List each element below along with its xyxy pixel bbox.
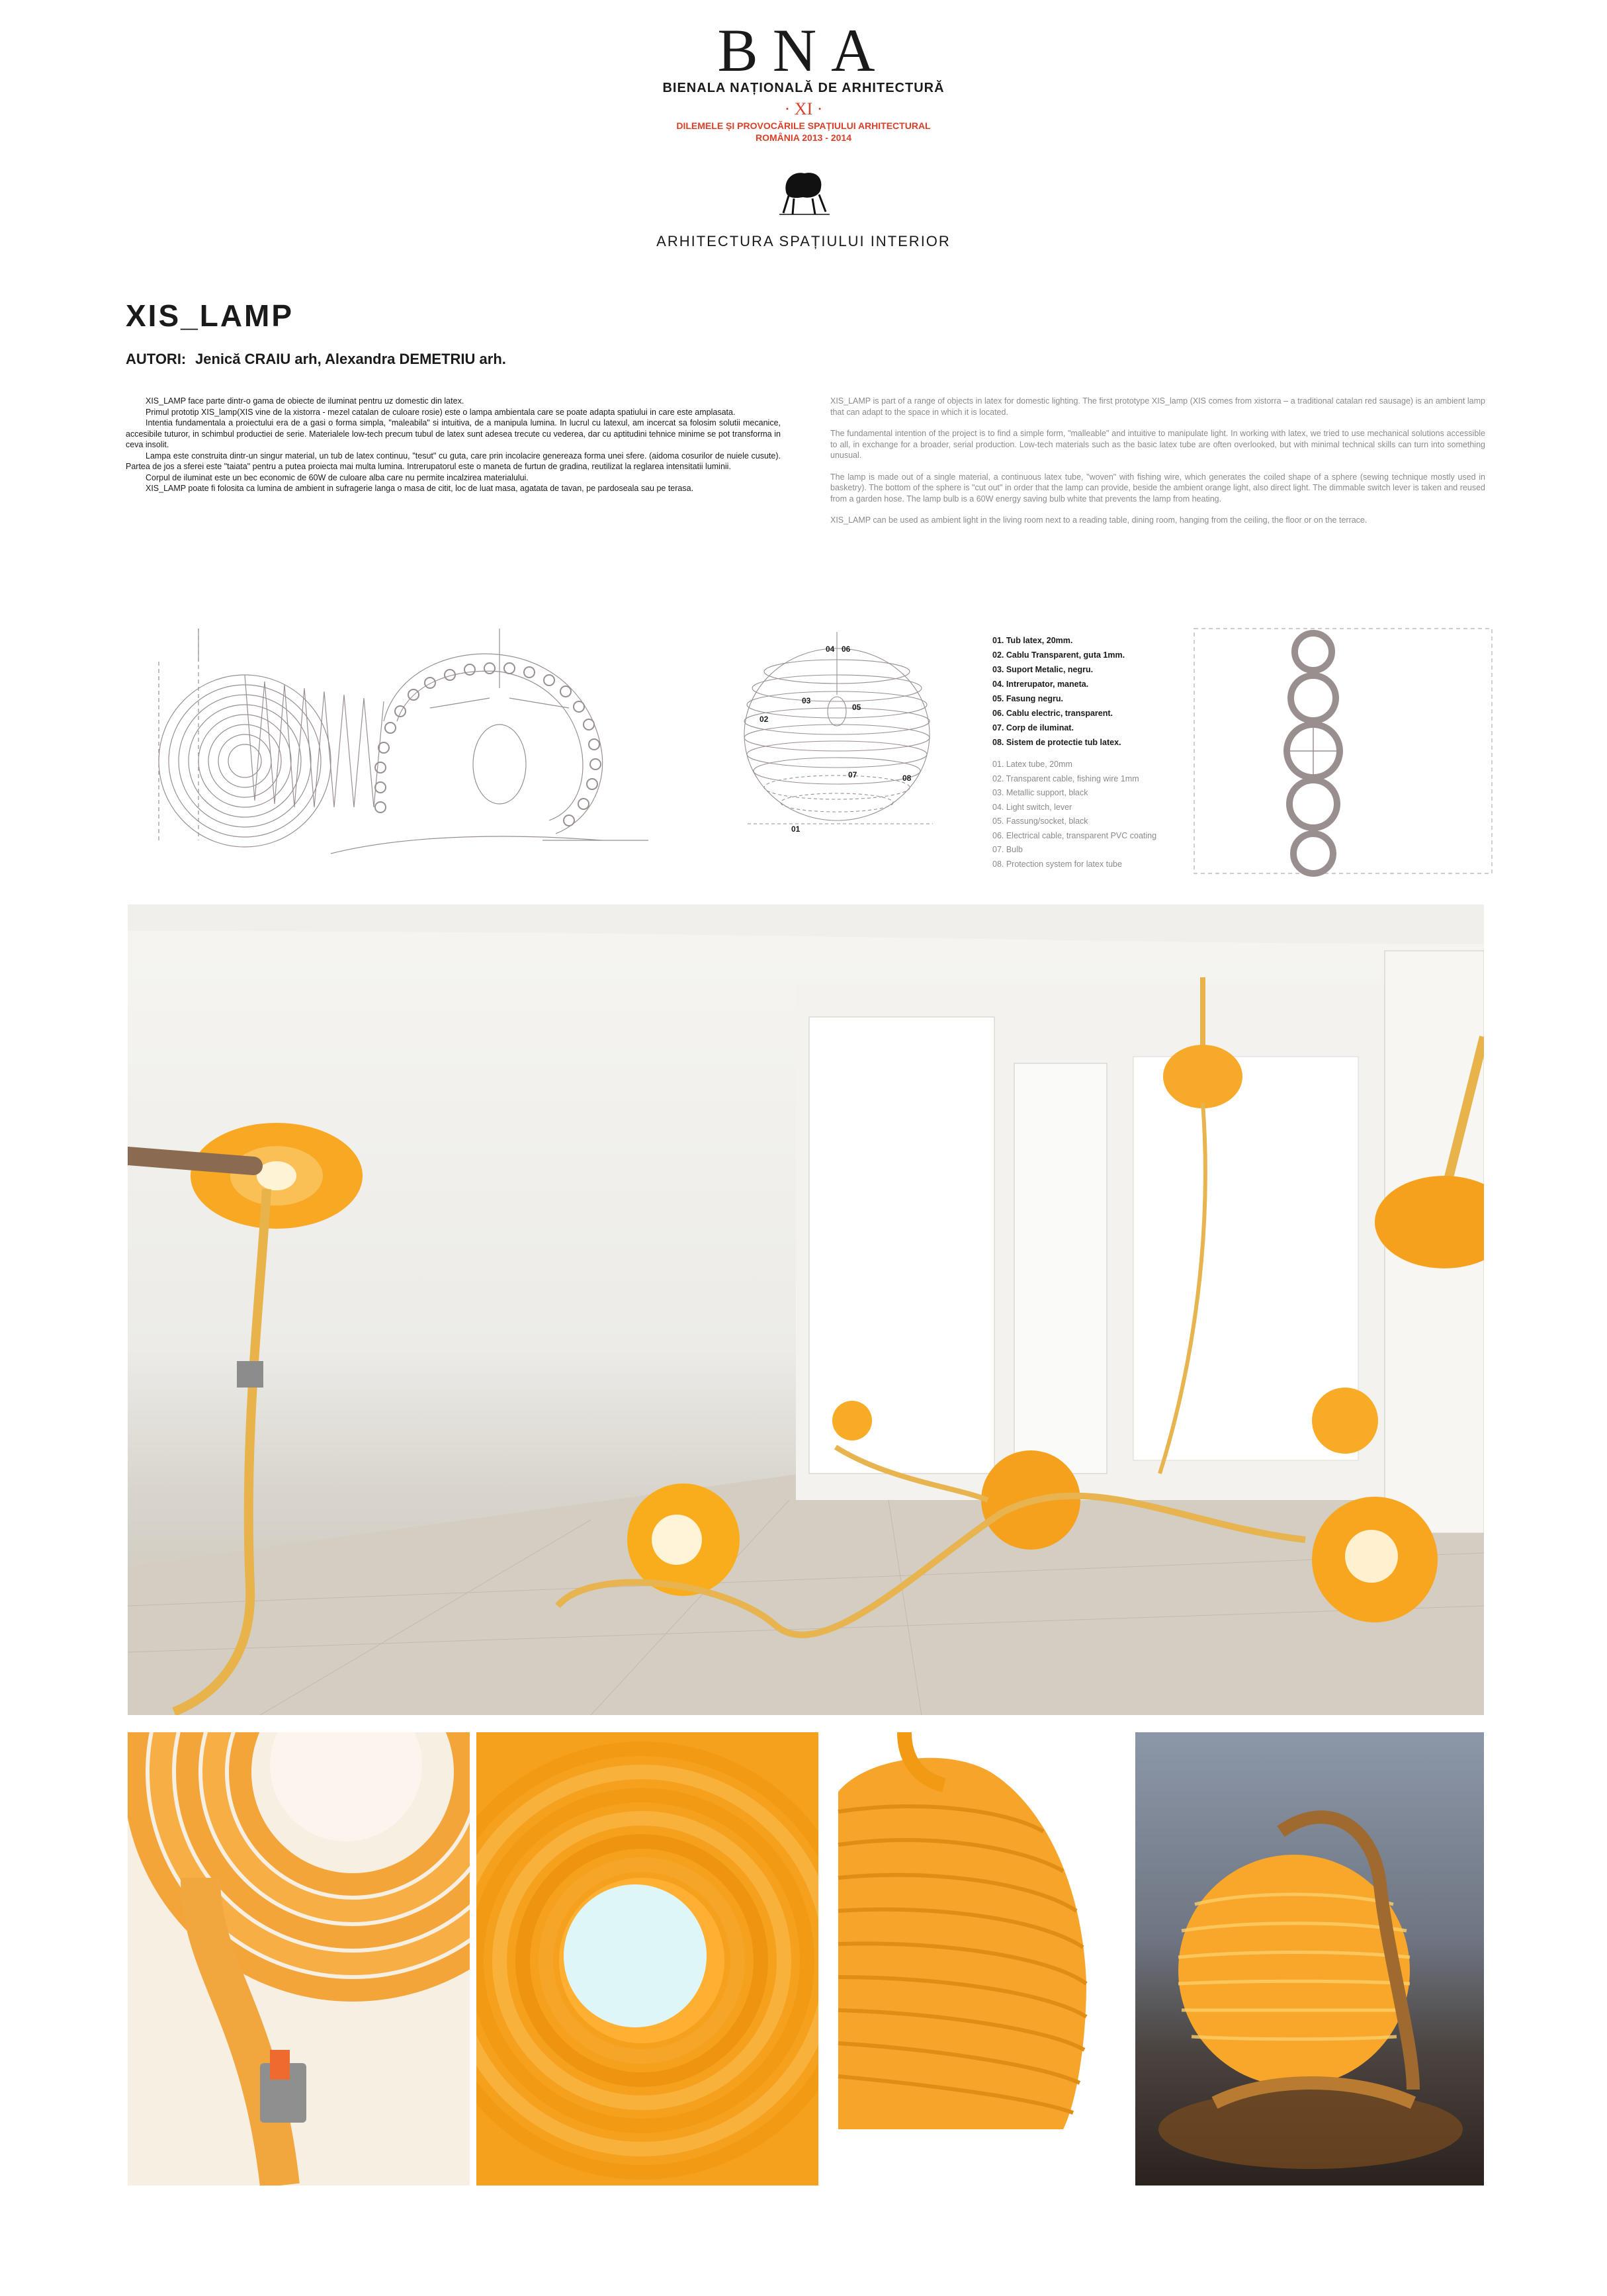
description-english <box>830 396 1485 537</box>
legend-romanian <box>992 633 1125 750</box>
paragraph-en: The lamp is made out of a single material, a continuous latex tube, "woven" with fishing wire, which generates the coiled shape of a sphere (sewing technique mostly used in basketry). The bottom of the sphere is "cut out" in order that the lamp can provide, beside the ambient orange light, also direct light. The dimmable switch lever is taken and reused from a garden hose. The lamp bulb is a 60W energy saving bulb white that prevents the lamp from heating. <box>830 472 1485 504</box>
legend-item: 07. Corp de iluminat. <box>992 723 1074 732</box>
bulb-switch-illustration <box>128 1732 470 2186</box>
legend-english <box>992 758 1156 871</box>
legend-item: 08. Sistem de protectie tub latex. <box>992 738 1121 747</box>
room-scene-illustration <box>128 905 1484 1715</box>
paragraph-ro: XIS_LAMP face parte dintr-o gama de obiecte de iluminat pentru uz domestic din latex. <box>146 396 464 406</box>
callout-08: 08 <box>902 773 912 783</box>
legend-item: 02. Transparent cable, fishing wire 1mm <box>992 773 1139 783</box>
detail-photo-coil-top <box>476 1732 818 2186</box>
legend-item: 05. Fassung/socket, black <box>992 817 1088 826</box>
coil-assembly-drawing <box>146 622 648 860</box>
biennale-years: ROMÂNIA 2013 - 2014 <box>756 132 851 143</box>
paragraph-ro: Primul prototip XIS_lamp(XIS vine de la xistorra - mezel catalan de culoare rosie) este o lampa ambientala care se poate adapta spatiului in care este amplasata. <box>146 407 736 417</box>
coil-top-illustration <box>476 1732 818 2186</box>
callout-07: 07 <box>848 770 857 779</box>
callout-06: 06 <box>842 644 851 654</box>
project-title: XIS_LAMP <box>126 298 294 333</box>
exploded-sphere-drawing <box>734 632 939 837</box>
legend-item: 04. Intrerupator, maneta. <box>992 680 1089 689</box>
authors-names: Jenică CRAIU arh, Alexandra DEMETRIU arh. <box>195 351 506 367</box>
edition-number: · XI · <box>784 99 823 118</box>
paragraph-en: XIS_LAMP is part of a range of objects in latex for domestic lighting. The first prototype XIS_lamp (XIS comes from xistorra – a traditional catalan red sausage) is an ambient lamp that can adapt to the space in which it is located. <box>830 396 1485 417</box>
detail-photo-lamp-night <box>1135 1732 1484 2186</box>
legend-item: 01. Latex tube, 20mm <box>992 760 1072 769</box>
detail-photo-lamp-side <box>825 1732 1129 2186</box>
legend-item: 03. Metallic support, black <box>992 788 1088 797</box>
description-romanian <box>126 396 781 494</box>
authors-label: AUTORI: <box>126 351 187 367</box>
legend-item: 04. Light switch, lever <box>992 802 1072 812</box>
lamp-side-illustration <box>825 1732 1129 2186</box>
tube-detail-drawing <box>1191 625 1495 877</box>
callout-03: 03 <box>802 696 811 705</box>
biennale-theme: DILEMELE ȘI PROVOCĂRILE SPAȚIULUI ARHITECTURAL <box>676 120 931 131</box>
paragraph-ro: Intentia fundamentala a proiectului era de a gasi o forma simpla, "maleabila" si intuitiva, de a manipula lumina. In lucrul cu latexul, am incercat sa folosim solutii mecanice, accesibile tuturor, in schimbul productiei de serie. Materialele low-tech precum tubul de latex sunt adesea trecute cu vederea, dar cu aptitudini tehnice minime se pot transforma in ceva insolit. <box>126 418 781 449</box>
legend-item: 07. Bulb <box>992 845 1023 854</box>
bna-logo: BNA <box>717 17 890 84</box>
legend-item: 02. Cablu Transparent, guta 1mm. <box>992 650 1125 660</box>
callout-05: 05 <box>852 703 861 712</box>
paragraph-en: XIS_LAMP can be used as ambient light in the living room next to a reading table, dining room, hanging from the ceiling, the floor or on the terrace. <box>830 515 1368 525</box>
callout-01: 01 <box>791 824 801 834</box>
legend-item: 06. Electrical cable, transparent PVC coating <box>992 830 1157 840</box>
legend-item: 06. Cablu electric, transparent. <box>992 709 1113 718</box>
detail-photo-bulb-and-switch <box>128 1732 470 2186</box>
legend-item: 08. Protection system for latex tube <box>992 859 1122 869</box>
room-installation-photo <box>128 905 1484 1715</box>
callout-02: 02 <box>760 715 769 724</box>
paragraph-ro: Corpul de iluminat este un bec economic de 60W de culoare alba care nu permite incalzirea materialului. <box>146 472 529 482</box>
paragraph-ro: XIS_LAMP poate fi folosita ca lumina de ambient in sufragerie langa o masa de citit, loc de luat masa, agatata de tavan, pe pardoseala sau pe terasa. <box>146 484 694 493</box>
legend-item: 05. Fasung negru. <box>992 694 1063 703</box>
callout-04: 04 <box>826 644 835 654</box>
lamp-night-illustration <box>1135 1732 1484 2186</box>
organization-name: BIENALA NAȚIONALĂ DE ARHITECTURĂ <box>662 81 945 95</box>
paragraph-en: The fundamental intention of the project is to find a simple form, "malleable" and intuitive to manipulate light. In working with latex, we tried to use mechanical solutions accessible to all, in exchange for a broader, serial production. Low-tech materials such as the basic latex tube are often overlooked, but with minimal technical skills can turn into something unusual. <box>830 429 1485 460</box>
legend-item: 01. Tub latex, 20mm. <box>992 636 1073 645</box>
section-title: ARHITECTURA SPAȚIULUI INTERIOR <box>656 233 951 249</box>
chair-icon <box>774 165 834 218</box>
legend-item: 03. Suport Metalic, negru. <box>992 665 1094 674</box>
paragraph-ro: Lampa este construita dintr-un singur material, un tub de latex continuu, "tesut" cu guta, care prin incolacire genereaza forma unei sfere. (aidoma cosurilor de nuiele cusute). Partea de jos a sferei este "taiata" pentru a putea proiecta mai multa lumina. Intrerupatorul este o maneta de furtun de gradina, reutilizat la reglarea intensitatii luminii. <box>126 451 781 471</box>
